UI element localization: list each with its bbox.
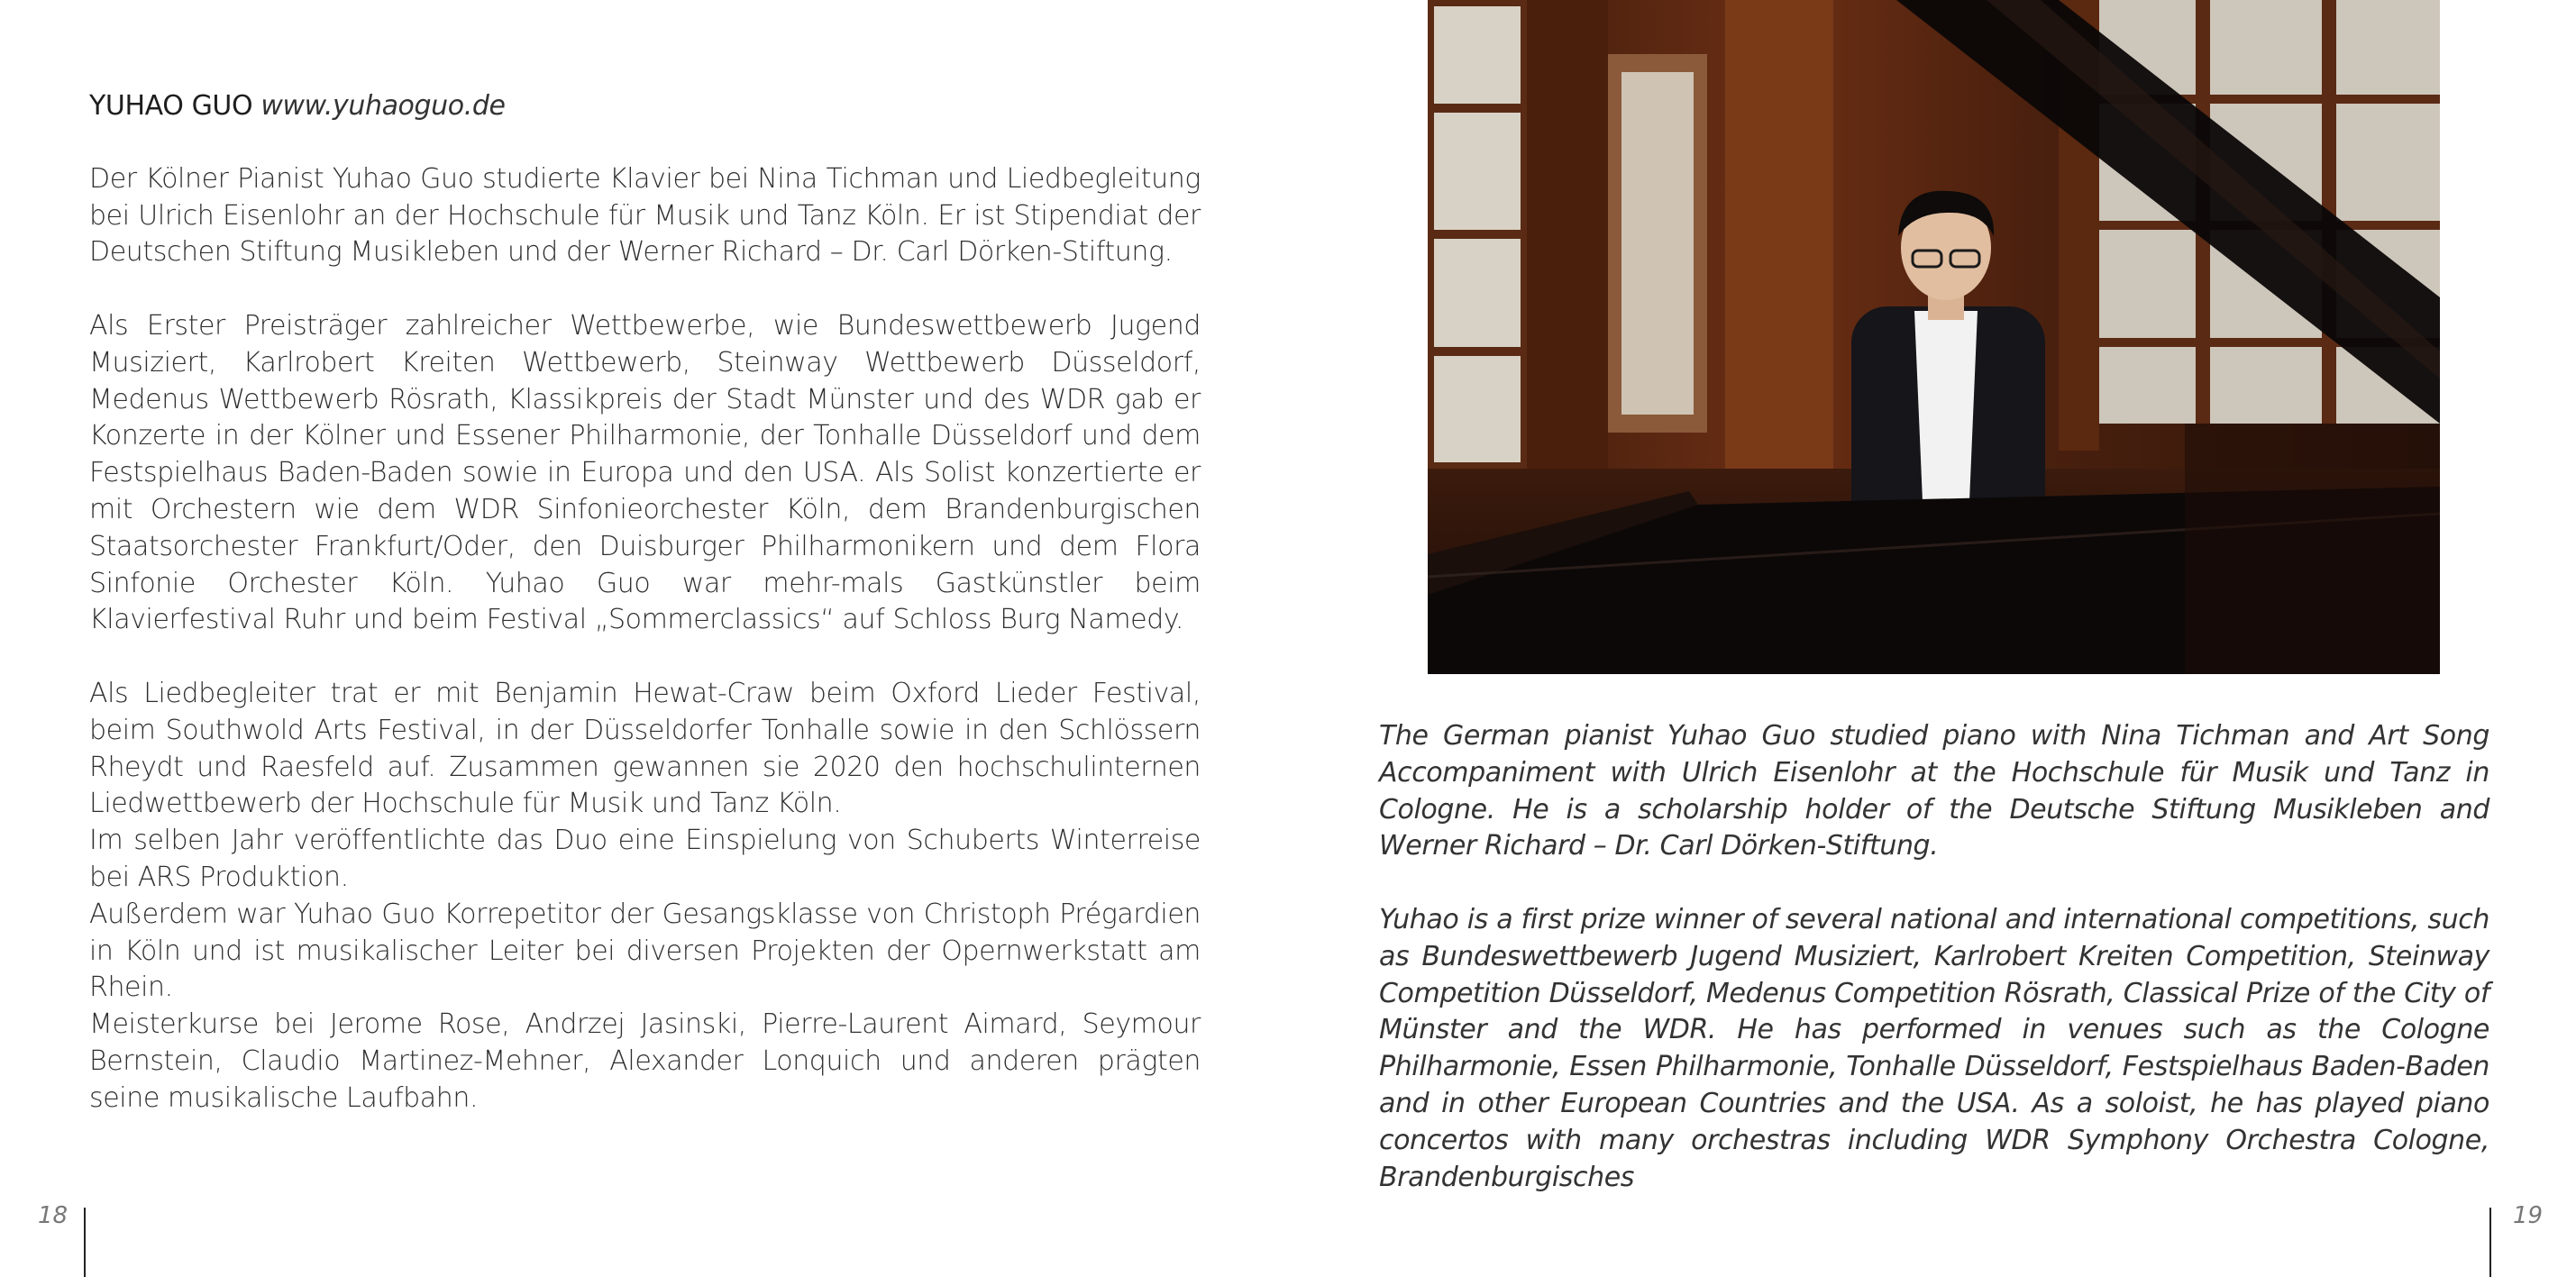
bio-paragraph-de: Im selben Jahr veröffentlichte das Duo eine Einspielung von Schuberts Winterreise bei ARS Produktion. <box>89 825 1201 893</box>
bio-paragraph-en: The German pianist Yuhao Guo studied piano with Nina Tichman and Art Song Accompaniment with Ulrich Eisenlohr at the Hochschule für Musik und Tanz in Cologne. He is a scholarship holder of the Deutsche Stiftung Musikleben and Werner Richard – Dr. Carl Dörken-Stiftung. <box>1379 720 2489 862</box>
artist-heading <box>89 88 1201 125</box>
page-number-right: 19 <box>2513 1202 2544 1229</box>
artist-name: YUHAO GUO <box>89 90 253 122</box>
page-rule-right <box>2489 1208 2491 1277</box>
page-rule-left <box>84 1208 86 1277</box>
bio-paragraph-de: Meisterkurse bei Jerome Rose, Andrzej Jasinski, Pierre-Laurent Aimard, Seymour Bernstein, Claudio Martinez-Mehner, Alexander Lonquich und anderen prägten seine musikalische Laufbahn. <box>89 1008 1201 1114</box>
right-page <box>1288 0 2576 1277</box>
artist-website: www.yuhaoguo.de <box>260 90 506 122</box>
page-number-left: 18 <box>38 1202 69 1229</box>
bio-paragraph-de: Der Kölner Pianist Yuhao Guo studierte Klavier bei Nina Tichman und Liedbegleitung bei Ulrich Eisenlohr an der Hochschule für Musik und Tanz Köln. Er ist Stipendiat der Deutschen Stiftung Musikleben und der Werner Richard – Dr. Carl Dörken-Stiftung. <box>89 162 1201 269</box>
bio-paragraph-de: Als Liedbegleiter trat er mit Benjamin Hewat-Craw beim Oxford Lieder Festival, beim Southwold Arts Festival, in der Düsseldorfer Tonhalle sowie in den Schlössern Rheydt und Raesfeld auf. Zusammen gewannen sie 2020 den hochschulinternen Liedwettbewerb der Hochschule für Musik und Tanz Köln. <box>89 677 1201 820</box>
bio-paragraph-de: Als Erster Preisträger zahlreicher Wettbewerbe, wie Bundeswettbewerb Jugend Musiziert, Karlrobert Kreiten Wettbewerb, Steinway Wettbewerb Düsseldorf, Medenus Wettbewerb Rösrath, Klassikpreis der Stadt Münster und des WDR gab er Konzerte in der Kölner und Essener Philharmonie, der Tonhalle Düsseldorf und dem Festspielhaus Baden-Baden sowie in Europa und den USA. Als Solist konzertierte er mit Orchestern wie dem WDR Sinfonieorchester Köln, dem Brandenburgischen Staatsorchester Frankfurt/Oder, den Duisburger Philharmonikern und dem Flora Sinfonie Orchester Köln. Yuhao Guo war mehr-mals Gastkünstler beim Klavierfestival Ruhr und beim Festival „Sommerclassics“ auf Schloss Burg Namedy. <box>89 309 1201 636</box>
left-page-body <box>89 88 1201 1117</box>
bio-paragraph-de: Außerdem war Yuhao Guo Korrepetitor der Gesangsklasse von Christoph Prégardien in Köln und ist musikalischer Leiter bei diversen Projekten der Opernwerkstatt am Rhein. <box>89 898 1201 1004</box>
bio-paragraph-en: Yuhao is a first prize winner of several national and international competitions, such as Bundeswettbewerb Jugend Musiziert, Karlrobert Kreiten Competition, Steinway Competition Düsseldorf, Medenus Competition Rösrath, Classical Prize of the City of Münster and the WDR. He has performed in venues such as the Cologne Philharmonie, Essen Philharmonie, Tonhalle Düsseldorf, Festspielhaus Baden-Baden and in other European Countries and the USA. As a soloist, he has played piano concertos with many orchestras including WDR Symphony Orchestra Cologne, Brandenburgisches <box>1379 903 2489 1193</box>
